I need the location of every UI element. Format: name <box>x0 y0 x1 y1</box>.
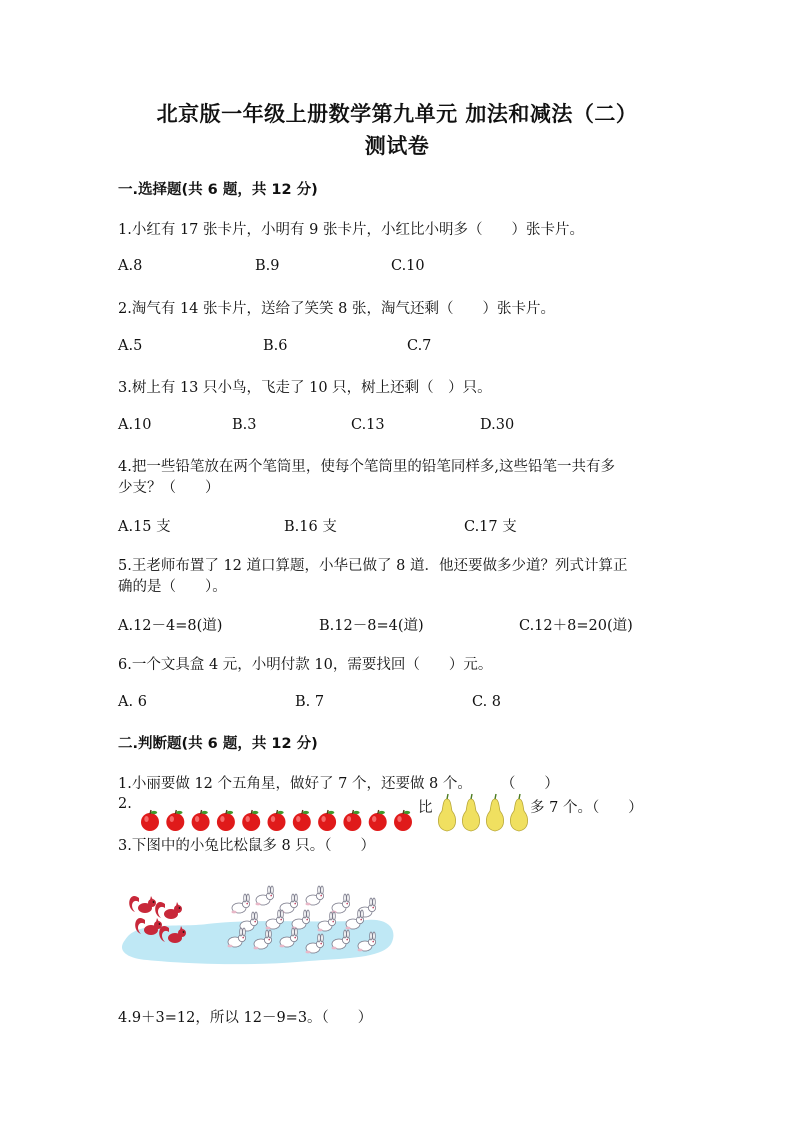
apple-icon <box>293 810 311 831</box>
squirrel-icon <box>129 896 156 913</box>
pear-icon <box>462 794 479 831</box>
apple-icon <box>394 810 412 831</box>
question-2: 2.淘气有 14 张卡片，送给了笑笑 8 张，淘气还剩（ ）张卡片。 <box>118 301 555 317</box>
question-4-line2: 少支？（ ） <box>118 480 220 496</box>
option-4b: B.16 支 <box>284 519 337 535</box>
option-6c: C. 8 <box>472 694 502 710</box>
option-3c: C.13 <box>351 417 385 433</box>
judge-question-4: 4.9＋3=12，所以 12－9=3。（ ） <box>118 1010 373 1026</box>
judge-question-2-compare: 比 <box>418 800 433 816</box>
question-4: 4.把一些铅笔放在两个笔筒里，使每个笔筒里的铅笔同样多,这些铅笔一共有多 <box>118 459 615 475</box>
question-5-line2: 确的是（ ）。 <box>118 579 227 595</box>
question-6: 6.一个文具盒 4 元，小明付款 10，需要找回（ ）元。 <box>118 657 493 673</box>
apple-icon <box>192 810 210 831</box>
option-3b: B.3 <box>232 417 257 433</box>
pears-illustration <box>435 792 533 832</box>
option-5a: A.12－4=8(道) <box>118 618 223 634</box>
question-1: 1.小红有 17 张卡片，小明有 9 张卡片，小红比小明多（ ）张卡片。 <box>118 222 584 238</box>
judge-question-3: 3.下图中的小兔比松鼠多 8 只。（ ） <box>118 838 376 854</box>
apple-icon <box>369 810 387 831</box>
option-1b: B.9 <box>255 258 280 274</box>
option-1a: A.8 <box>118 258 143 274</box>
option-2a: A.5 <box>118 338 143 354</box>
option-6b: B. 7 <box>295 694 325 710</box>
option-4c: C.17 支 <box>464 519 517 535</box>
judge-question-2-number: 2. <box>118 796 132 812</box>
pear-icon <box>486 794 503 831</box>
option-2c: C.7 <box>407 338 432 354</box>
option-1c: C.10 <box>391 258 425 274</box>
apple-icon <box>268 810 286 831</box>
apple-icon <box>166 810 184 831</box>
squirrel-icon <box>155 902 182 919</box>
option-3d: D.30 <box>480 417 515 433</box>
apple-icon <box>343 810 361 831</box>
option-3a: A.10 <box>118 417 152 433</box>
rabbit-icon <box>306 886 324 905</box>
judge-question-2-tail: 多 7 个。（ ） <box>530 800 643 816</box>
option-6a: A. 6 <box>118 694 147 710</box>
option-2b: B.6 <box>263 338 288 354</box>
pear-icon <box>510 794 527 831</box>
apple-icon <box>318 810 336 831</box>
section-heading-judge: 二.判断题(共 6 题，共 12 分) <box>118 736 318 752</box>
rabbit-icon <box>232 894 250 913</box>
question-3: 3.树上有 13 只小鸟，飞走了 10 只，树上还剩（ ）只。 <box>118 380 492 396</box>
page-title: 北京版一年级上册数学第九单元 加法和减法（二） <box>156 102 638 126</box>
apple-icon <box>141 810 159 831</box>
page-title-line2: 测试卷 <box>364 134 430 158</box>
option-5c: C.12＋8=20(道) <box>519 618 633 634</box>
judge-question-1: 1.小丽要做 12 个五角星，做好了 7 个，还要做 8 个。 （ ） <box>118 776 559 792</box>
apples-illustration <box>138 808 418 832</box>
squirrels-rabbits-illustration <box>117 880 397 972</box>
rabbit-icon <box>256 886 274 905</box>
section-heading-choice: 一.选择题(共 6 题，共 12 分) <box>118 182 318 198</box>
rabbit-icon <box>332 894 350 913</box>
pear-icon <box>438 794 455 831</box>
question-5: 5.王老师布置了 12 道口算题，小华已做了 8 道．他还要做多少道？列式计算正 <box>118 558 628 574</box>
option-5b: B.12－8=4(道) <box>319 618 424 634</box>
option-4a: A.15 支 <box>118 519 171 535</box>
apple-icon <box>217 810 235 831</box>
apple-icon <box>242 810 260 831</box>
